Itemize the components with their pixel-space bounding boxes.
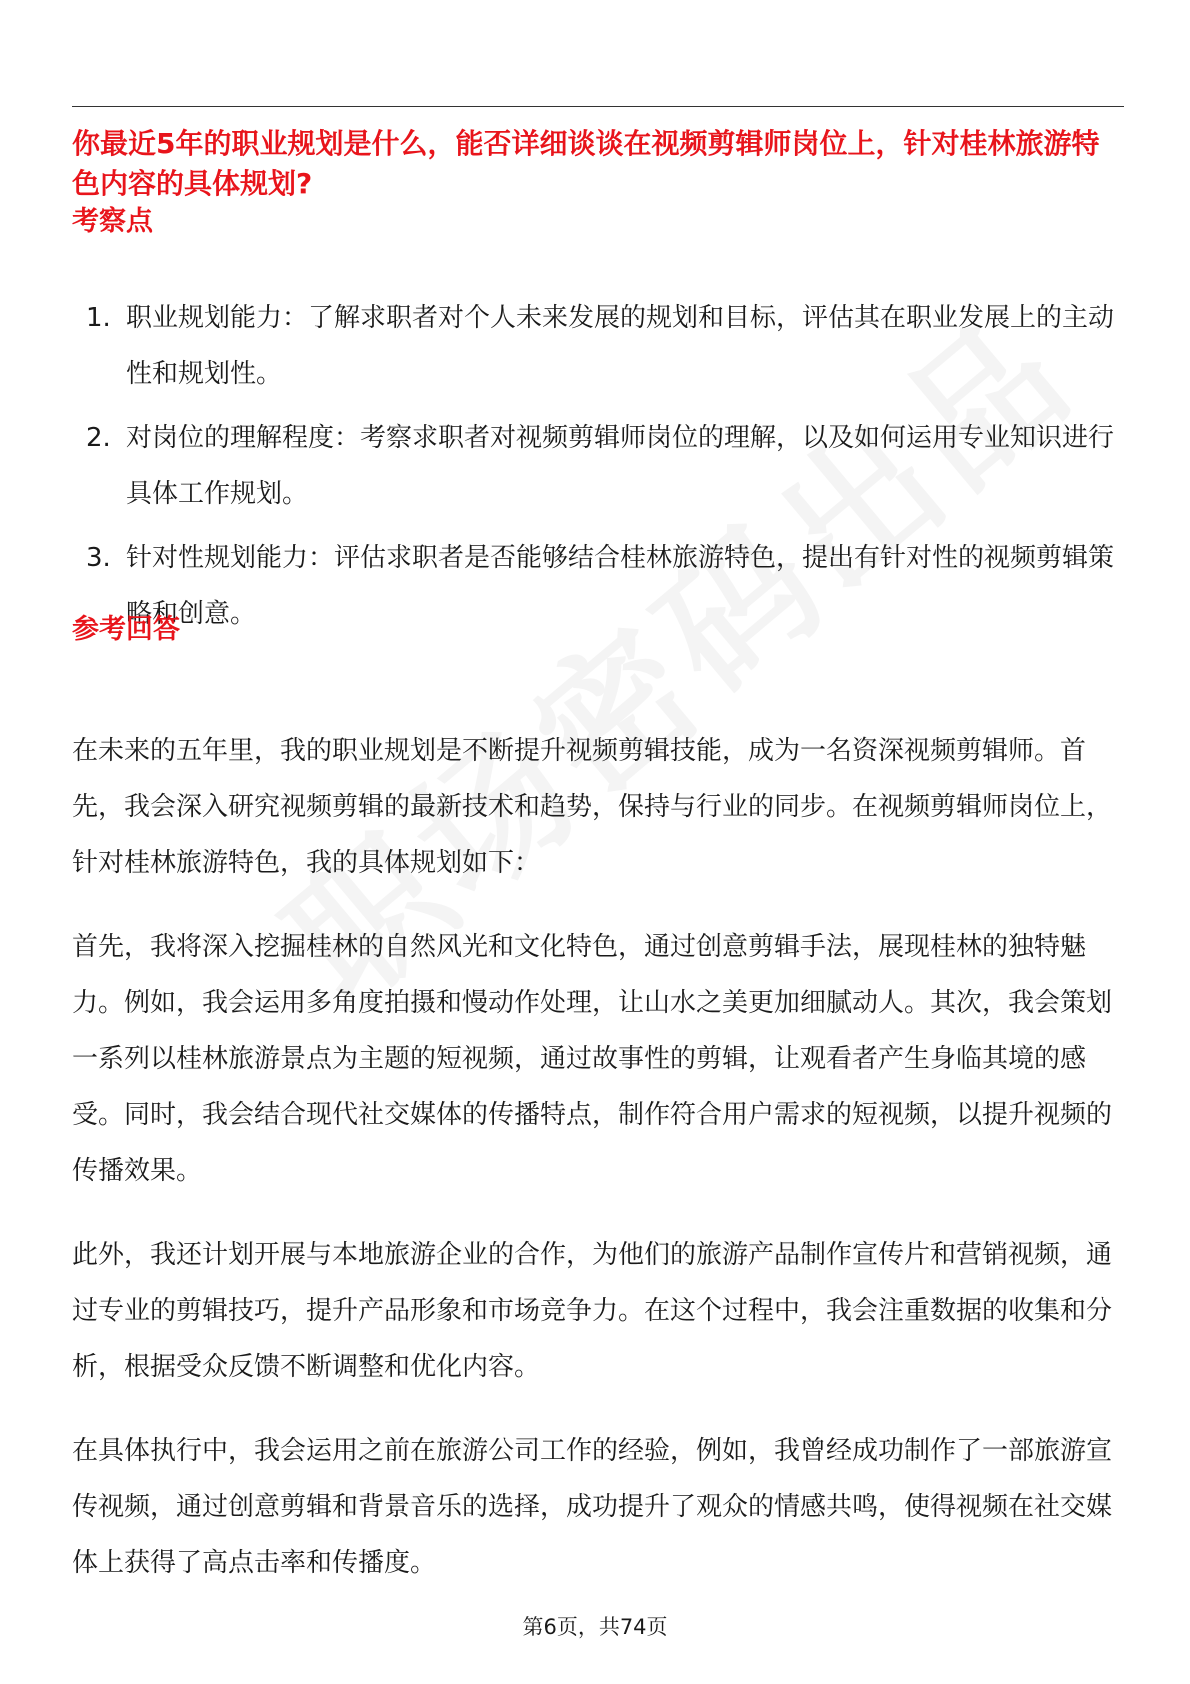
assessment-point — [72, 290, 1124, 402]
question-title: 你最近5年的职业规划是什么，能否详细谈谈在视频剪辑师岗位上，针对桂林旅游特色内容的具体规划? — [72, 127, 1100, 200]
answer-paragraph: 在具体执行中，我会运用之前在旅游公司工作的经验，例如，我曾经成功制作了一部旅游宣传视频，通过创意剪辑和背景音乐的选择，成功提升了观众的情感共鸣，使得视频在社交媒体上获得了高点击率和传播度。 — [72, 1436, 1113, 1578]
assessment-point — [72, 530, 1124, 642]
point-number: 1. — [86, 303, 111, 333]
assessment-heading: 考察点 — [72, 206, 153, 237]
point-text: 针对性规划能力：评估求职者是否能够结合桂林旅游特色，提出有针对性的视频剪辑策略和创意。 — [126, 543, 1115, 629]
answer-paragraph: 在未来的五年里，我的职业规划是不断提升视频剪辑技能，成为一名资深视频剪辑师。首先，我会深入研究视频剪辑的最新技术和趋势，保持与行业的同步。在视频剪辑师岗位上，针对桂林旅游特色，我的具体规划如下： — [72, 736, 1113, 878]
point-text: 职业规划能力：了解求职者对个人未来发展的规划和目标，评估其在职业发展上的主动性和规划性。 — [126, 303, 1115, 389]
answer-heading: 参考回答 — [72, 614, 180, 645]
top-divider — [72, 106, 1124, 107]
assessment-list — [72, 290, 1124, 642]
answer-body — [72, 723, 1124, 1591]
page-number: 第6页，共74页 — [522, 1615, 668, 1639]
answer-paragraph: 首先，我将深入挖掘桂林的自然风光和文化特色，通过创意剪辑手法，展现桂林的独特魅力。例如，我会运用多角度拍摄和慢动作处理，让山水之美更加细腻动人。其次，我会策划一系列以桂林旅游景点为主题的短视频，通过故事性的剪辑，让观看者产生身临其境的感受。同时，我会结合现代社交媒体的传播特点，制作符合用户需求的短视频，以提升视频的传播效果。 — [72, 932, 1113, 1186]
point-number: 2. — [86, 423, 111, 453]
assessment-point — [72, 410, 1124, 522]
answer-paragraph: 此外，我还计划开展与本地旅游企业的合作，为他们的旅游产品制作宣传片和营销视频，通过专业的剪辑技巧，提升产品形象和市场竞争力。在这个过程中，我会注重数据的收集和分析，根据受众反馈不断调整和优化内容。 — [72, 1240, 1113, 1382]
point-text: 对岗位的理解程度：考察求职者对视频剪辑师岗位的理解，以及如何运用专业知识进行具体工作规划。 — [126, 423, 1115, 509]
point-number: 3. — [86, 543, 111, 573]
